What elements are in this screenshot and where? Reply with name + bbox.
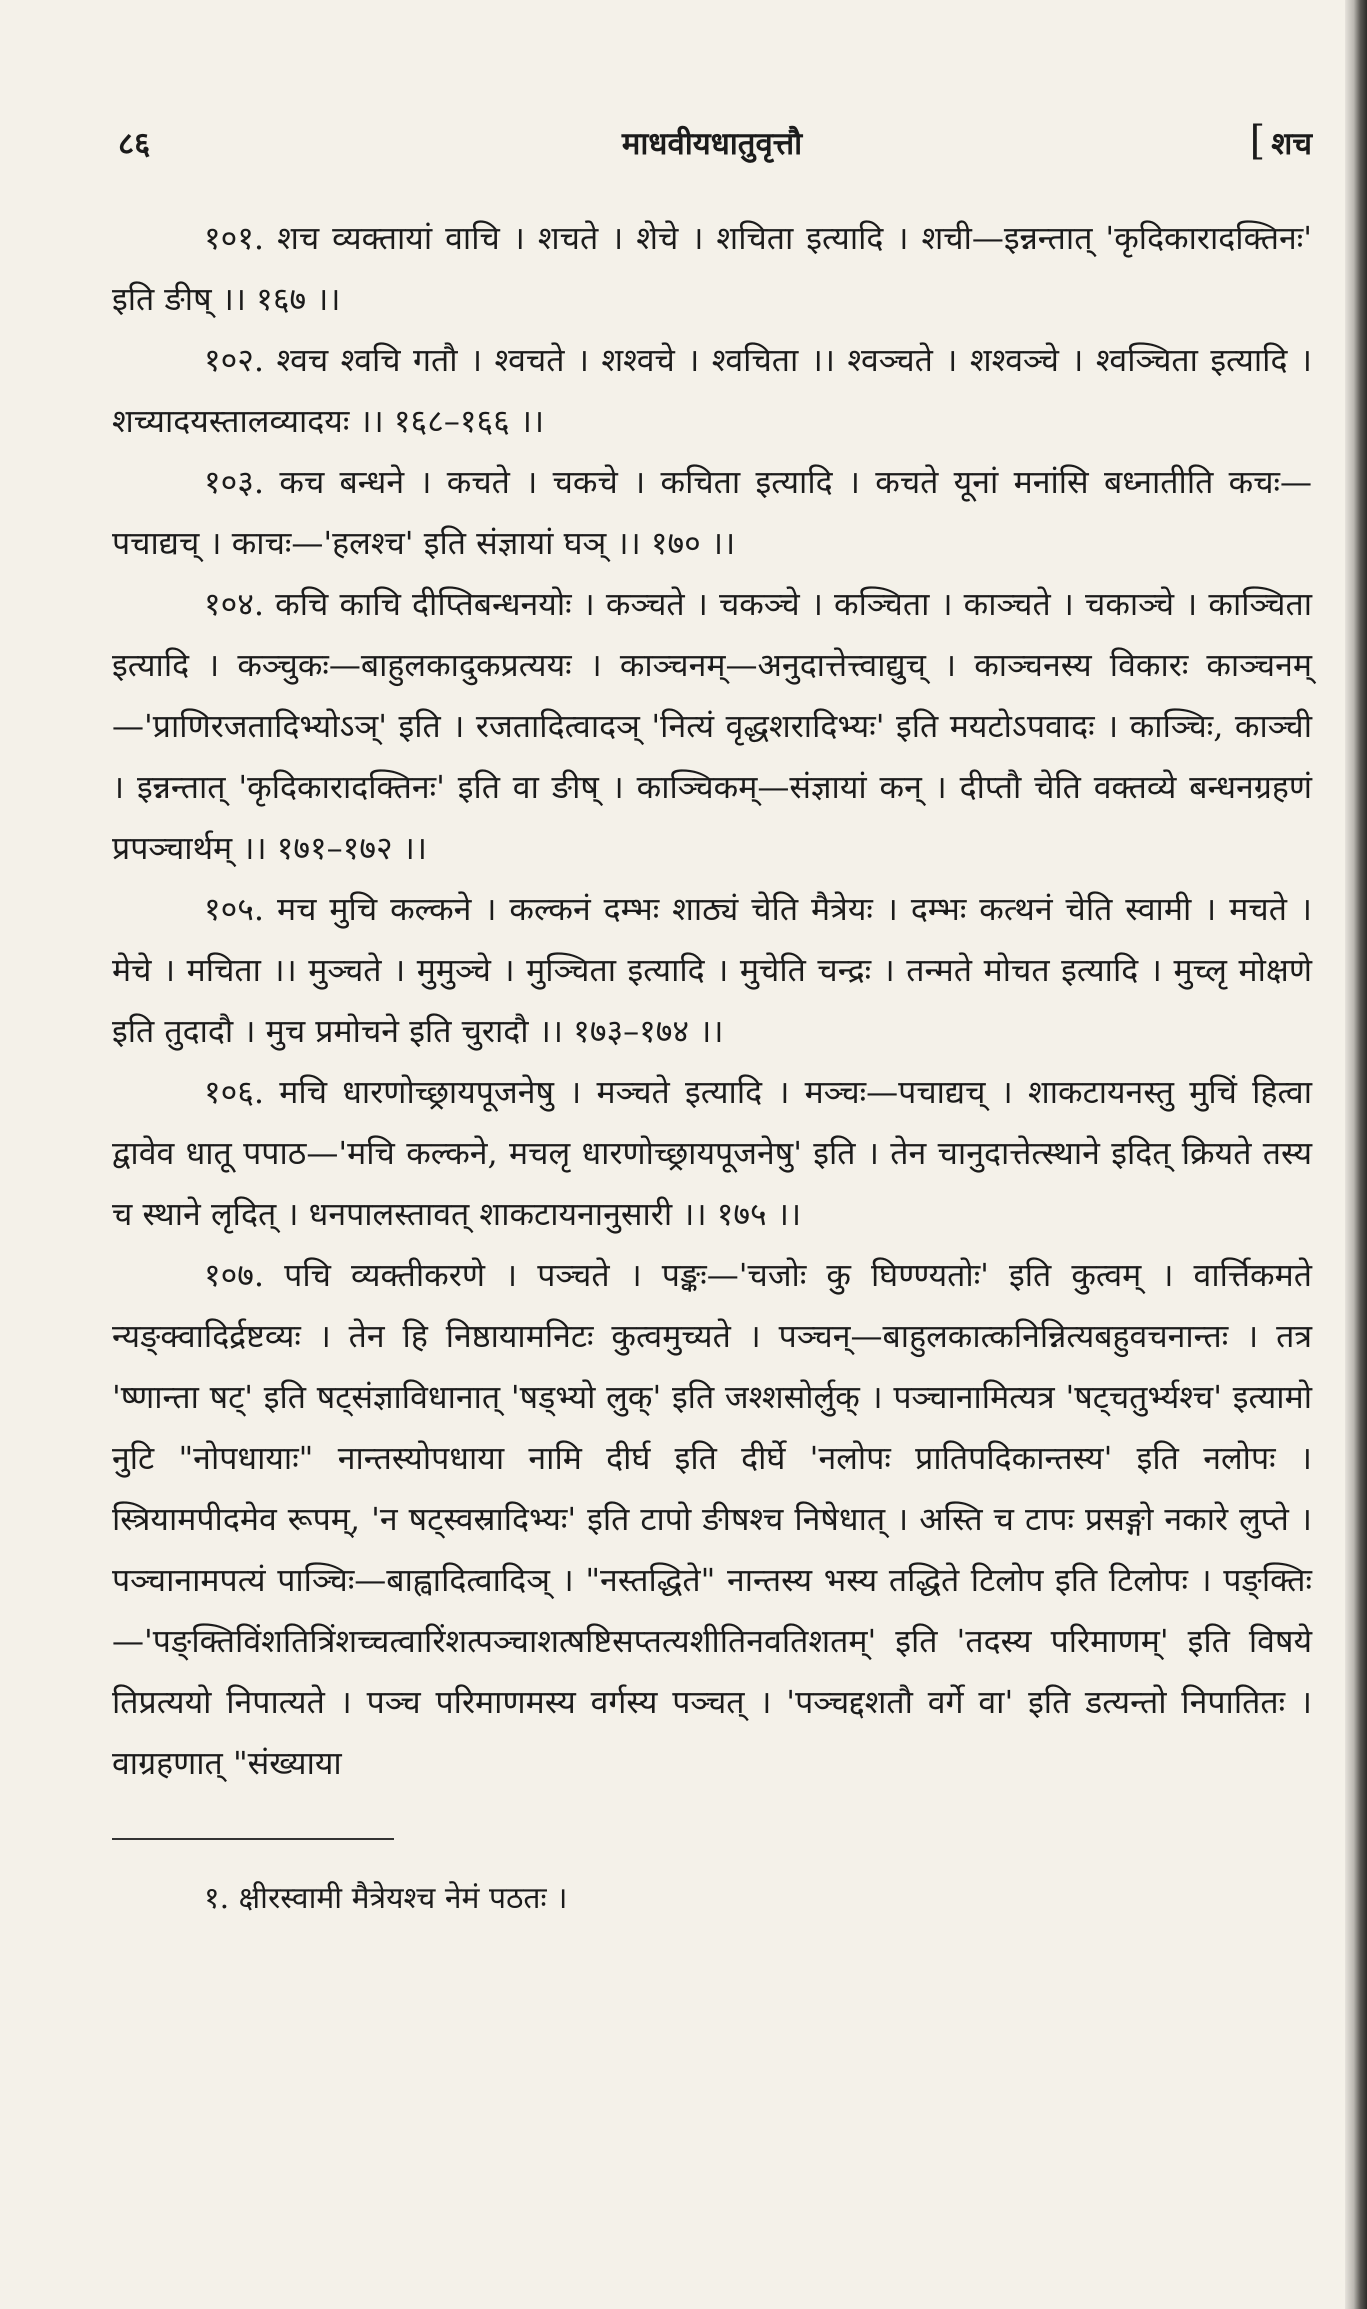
footnote: १. क्षीरस्वामी मैत्रेयश्च नेमं पठतः ।	[204, 1881, 568, 1916]
section-marker	[1250, 118, 1312, 164]
paragraph-103: १०३. कच बन्धने । कचते । चकचे । कचिता इत्यादि । कचते यूनां मनांसि बध्नातीति कचः—पचाद्यच् । काचः—'हलश्च' इति संज्ञायां घञ् ।। १७० ।।	[112, 463, 1312, 562]
main-text	[112, 208, 1312, 1794]
paragraph-105: १०५. मच मुचि कल्कने । कल्कनं दम्भः शाठ्यं चेति मैत्रेयः । दम्भः कत्थनं चेति स्वामी । मचते । मेचे । मचिता ।। मुञ्चते । मुमुञ्चे । मुञ्चिता इत्यादि । मुचेति चन्द्रः । तन्मते मोचत इत्यादि । मुच्लृ मोक्षणे इति तुदादौ । मुच प्रमोचने इति चुरादौ ।। १७३–१७४ ।।	[112, 890, 1312, 1050]
paragraph-106: १०६. मचि धारणोच्छ्रायपूजनेषु । मञ्चते इत्यादि । मञ्चः—पचाद्यच् । शाकटायनस्तु मुचिं हित्वा द्वावेव धातू पपाठ—'मचि कल्कने, मचलृ धारणोच्छ्रायपूजनेषु' इति । तेन चानुदात्तेत्स्थाने इदित् क्रियते तस्य च स्थाने लृदित् । धनपालस्तावत् शाकटायनानुसारी ।। १७५ ।।	[112, 1073, 1312, 1233]
footnote-rule	[112, 1838, 394, 1840]
running-title: माधवीयधातुवृत्तौ	[621, 126, 803, 162]
paragraph-101: १०१. शच व्यक्तायां वाचि । शचते । शेचे । शचिता इत्यादि । शची—इन्नन्तात् 'कृदिकारादक्तिनः' इति ङीष् ।। १६७ ।।	[112, 219, 1312, 318]
paragraph-104: १०४. कचि काचि दीप्तिबन्धनयोः । कञ्चते । चकञ्चे । कञ्चिता । काञ्चते । चकाञ्चे । काञ्चिता इत्यादि । कञ्चुकः—बाहुलकादुकप्रत्ययः । काञ्चनम्—अनुदात्तेत्त्वाद्युच् । काञ्चनस्य विकारः काञ्चनम्—'प्राणिरजतादिभ्योऽञ्' इति । रजतादित्वादञ् 'नित्यं वृद्धशरादिभ्यः' इति मयटोऽपवादः । काञ्चिः, काञ्ची । इन्नन्तात् 'कृदिकारादक्तिनः' इति वा ङीष् । काञ्चिकम्—संज्ञायां कन् । दीप्तौ चेति वक्तव्ये बन्धनग्रहणं प्रपञ्चार्थम् ।। १७१–१७२ ।।	[112, 585, 1312, 867]
running-header	[112, 118, 1312, 188]
book-page	[112, 118, 1312, 2268]
paragraph-102: १०२. श्वच श्वचि गतौ । श्वचते । शश्वचे । श्वचिता ।। श्वञ्चते । शश्वञ्चे । श्वञ्चिता इत्यादि । शच्यादयस्तालव्यादयः ।। १६८–१६६ ।।	[112, 341, 1312, 440]
page-number: ८६	[118, 126, 151, 162]
page-edge-shadow	[1345, 0, 1367, 2309]
section-root: शच	[1271, 126, 1312, 162]
section-bracket: [	[1249, 118, 1266, 164]
paragraph-107: १०७. पचि व्यक्तीकरणे । पञ्चते । पङ्कः—'चजोः कु घिण्ण्यतोः' इति कुत्वम् । वार्त्तिकमते न्यङ्क्वादिर्द्रष्टव्यः । तेन हि निष्ठायामनिटः कुत्वमुच्यते । पञ्चन्—बाहुलकात्कनिन्नित्यबहुवचनान्तः । तत्र 'ष्णान्ता षट्' इति षट्संज्ञाविधानात् 'षड्भ्यो लुक्' इति जश्शसोर्लुक् । पञ्चानामित्यत्र 'षट्चतुर्भ्यश्च' इत्यामो नुटि "नोपधायाः" नान्तस्योपधाया नामि दीर्घ इति दीर्घे 'नलोपः प्रातिपदिकान्तस्य' इति नलोपः । स्त्रियामपीदमेव रूपम्, 'न षट्स्वस्रादिभ्यः' इति टापो ङीषश्च निषेधात् । अस्ति च टापः प्रसङ्गो नकारे लुप्ते । पञ्चानामपत्यं पाञ्चिः—बाह्वादित्वादिञ् । "नस्तद्धिते" नान्तस्य भस्य तद्धिते टिलोप इति टिलोपः । पङ्क्तिः—'पङ्क्तिविंशतित्रिंशच्चत्वारिंशत्पञ्चाशत्षष्टिसप्तत्यशीतिनवतिशतम्' इति 'तदस्य परिमाणम्' इति विषये तिप्रत्ययो निपात्यते । पञ्च परिमाणमस्य वर्गस्य पञ्चत् । 'पञ्चद्दशतौ वर्गे वा' इति डत्यन्तो निपातितः । वाग्रहणात् "संख्याया	[112, 1256, 1312, 1782]
